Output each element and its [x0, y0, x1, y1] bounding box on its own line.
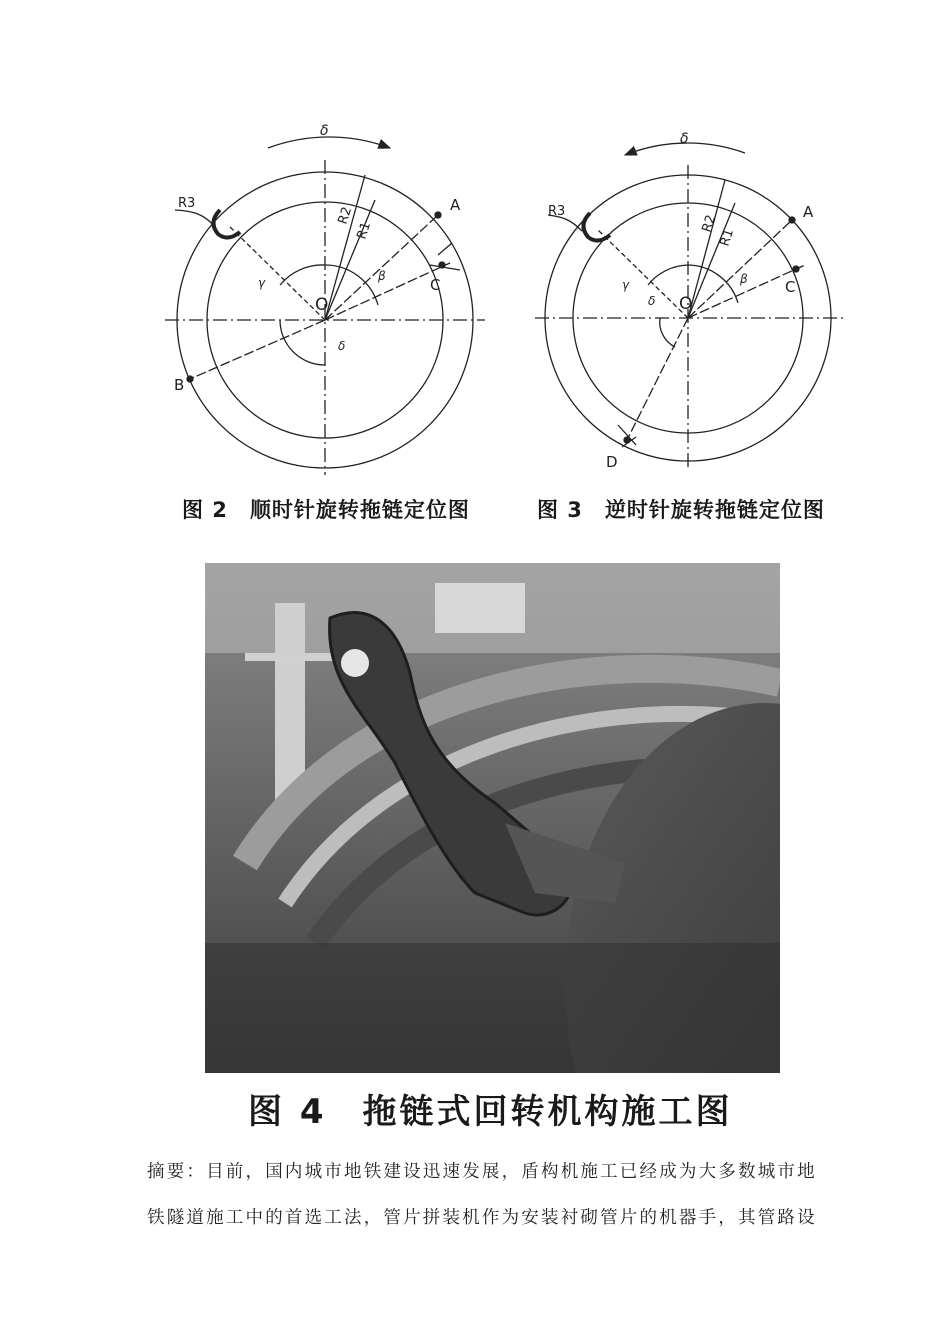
label-delta-top: δ — [680, 131, 689, 147]
label-r1: R1 — [354, 220, 375, 242]
figure-2-caption — [182, 494, 470, 524]
figure-2-number: 图 2 — [182, 498, 228, 522]
label-r2: R2 — [335, 205, 356, 227]
figure-4-caption — [248, 1084, 733, 1133]
figure-3-caption — [537, 494, 825, 524]
construction-photo-sketch — [205, 563, 780, 1073]
label-o: O — [315, 295, 329, 315]
label-c: C — [430, 276, 441, 294]
label-beta: β — [740, 272, 748, 286]
label-delta-inner: δ — [338, 339, 346, 353]
figure-2-diagram — [160, 115, 500, 490]
drag-chain-hook — [213, 210, 240, 238]
figure-4-title: 拖链式回转机构施工图 — [362, 1092, 733, 1132]
label-a: A — [450, 196, 461, 214]
label-d: D — [606, 453, 618, 471]
label-gamma: γ — [622, 278, 630, 292]
label-beta: β — [378, 269, 386, 283]
abstract-line-2: 铁隧道施工中的首选工法，管片拼装机作为安装衬砌管片的机器手，其管路设 — [147, 1208, 817, 1228]
rotation-arrow — [268, 137, 390, 148]
label-c: C — [785, 278, 796, 296]
figure-3-title: 逆时针旋转拖链定位图 — [604, 498, 825, 522]
label-r3: R3 — [178, 196, 196, 211]
figure-3-diagram — [530, 125, 850, 480]
label-o: O — [679, 294, 693, 314]
label-r1: R1 — [717, 227, 738, 249]
figure-4-number: 图 4 — [248, 1092, 327, 1132]
label-r2: R2 — [699, 213, 720, 235]
figure-2-title: 顺时针旋转拖链定位图 — [249, 498, 470, 522]
label-a: A — [803, 203, 814, 221]
drag-chain-hook — [583, 213, 610, 241]
label-delta-inner: δ — [648, 294, 656, 308]
label-b: B — [174, 376, 185, 394]
figure-4-photo — [205, 563, 780, 1073]
label-delta-top: δ — [320, 123, 329, 139]
abstract-line-1: 摘要：目前，国内城市地铁建设迅速发展，盾构机施工已经成为大多数城市地 — [147, 1162, 817, 1182]
label-r3: R3 — [548, 204, 566, 219]
figure-3-number: 图 3 — [537, 498, 583, 522]
label-gamma: γ — [258, 276, 266, 290]
